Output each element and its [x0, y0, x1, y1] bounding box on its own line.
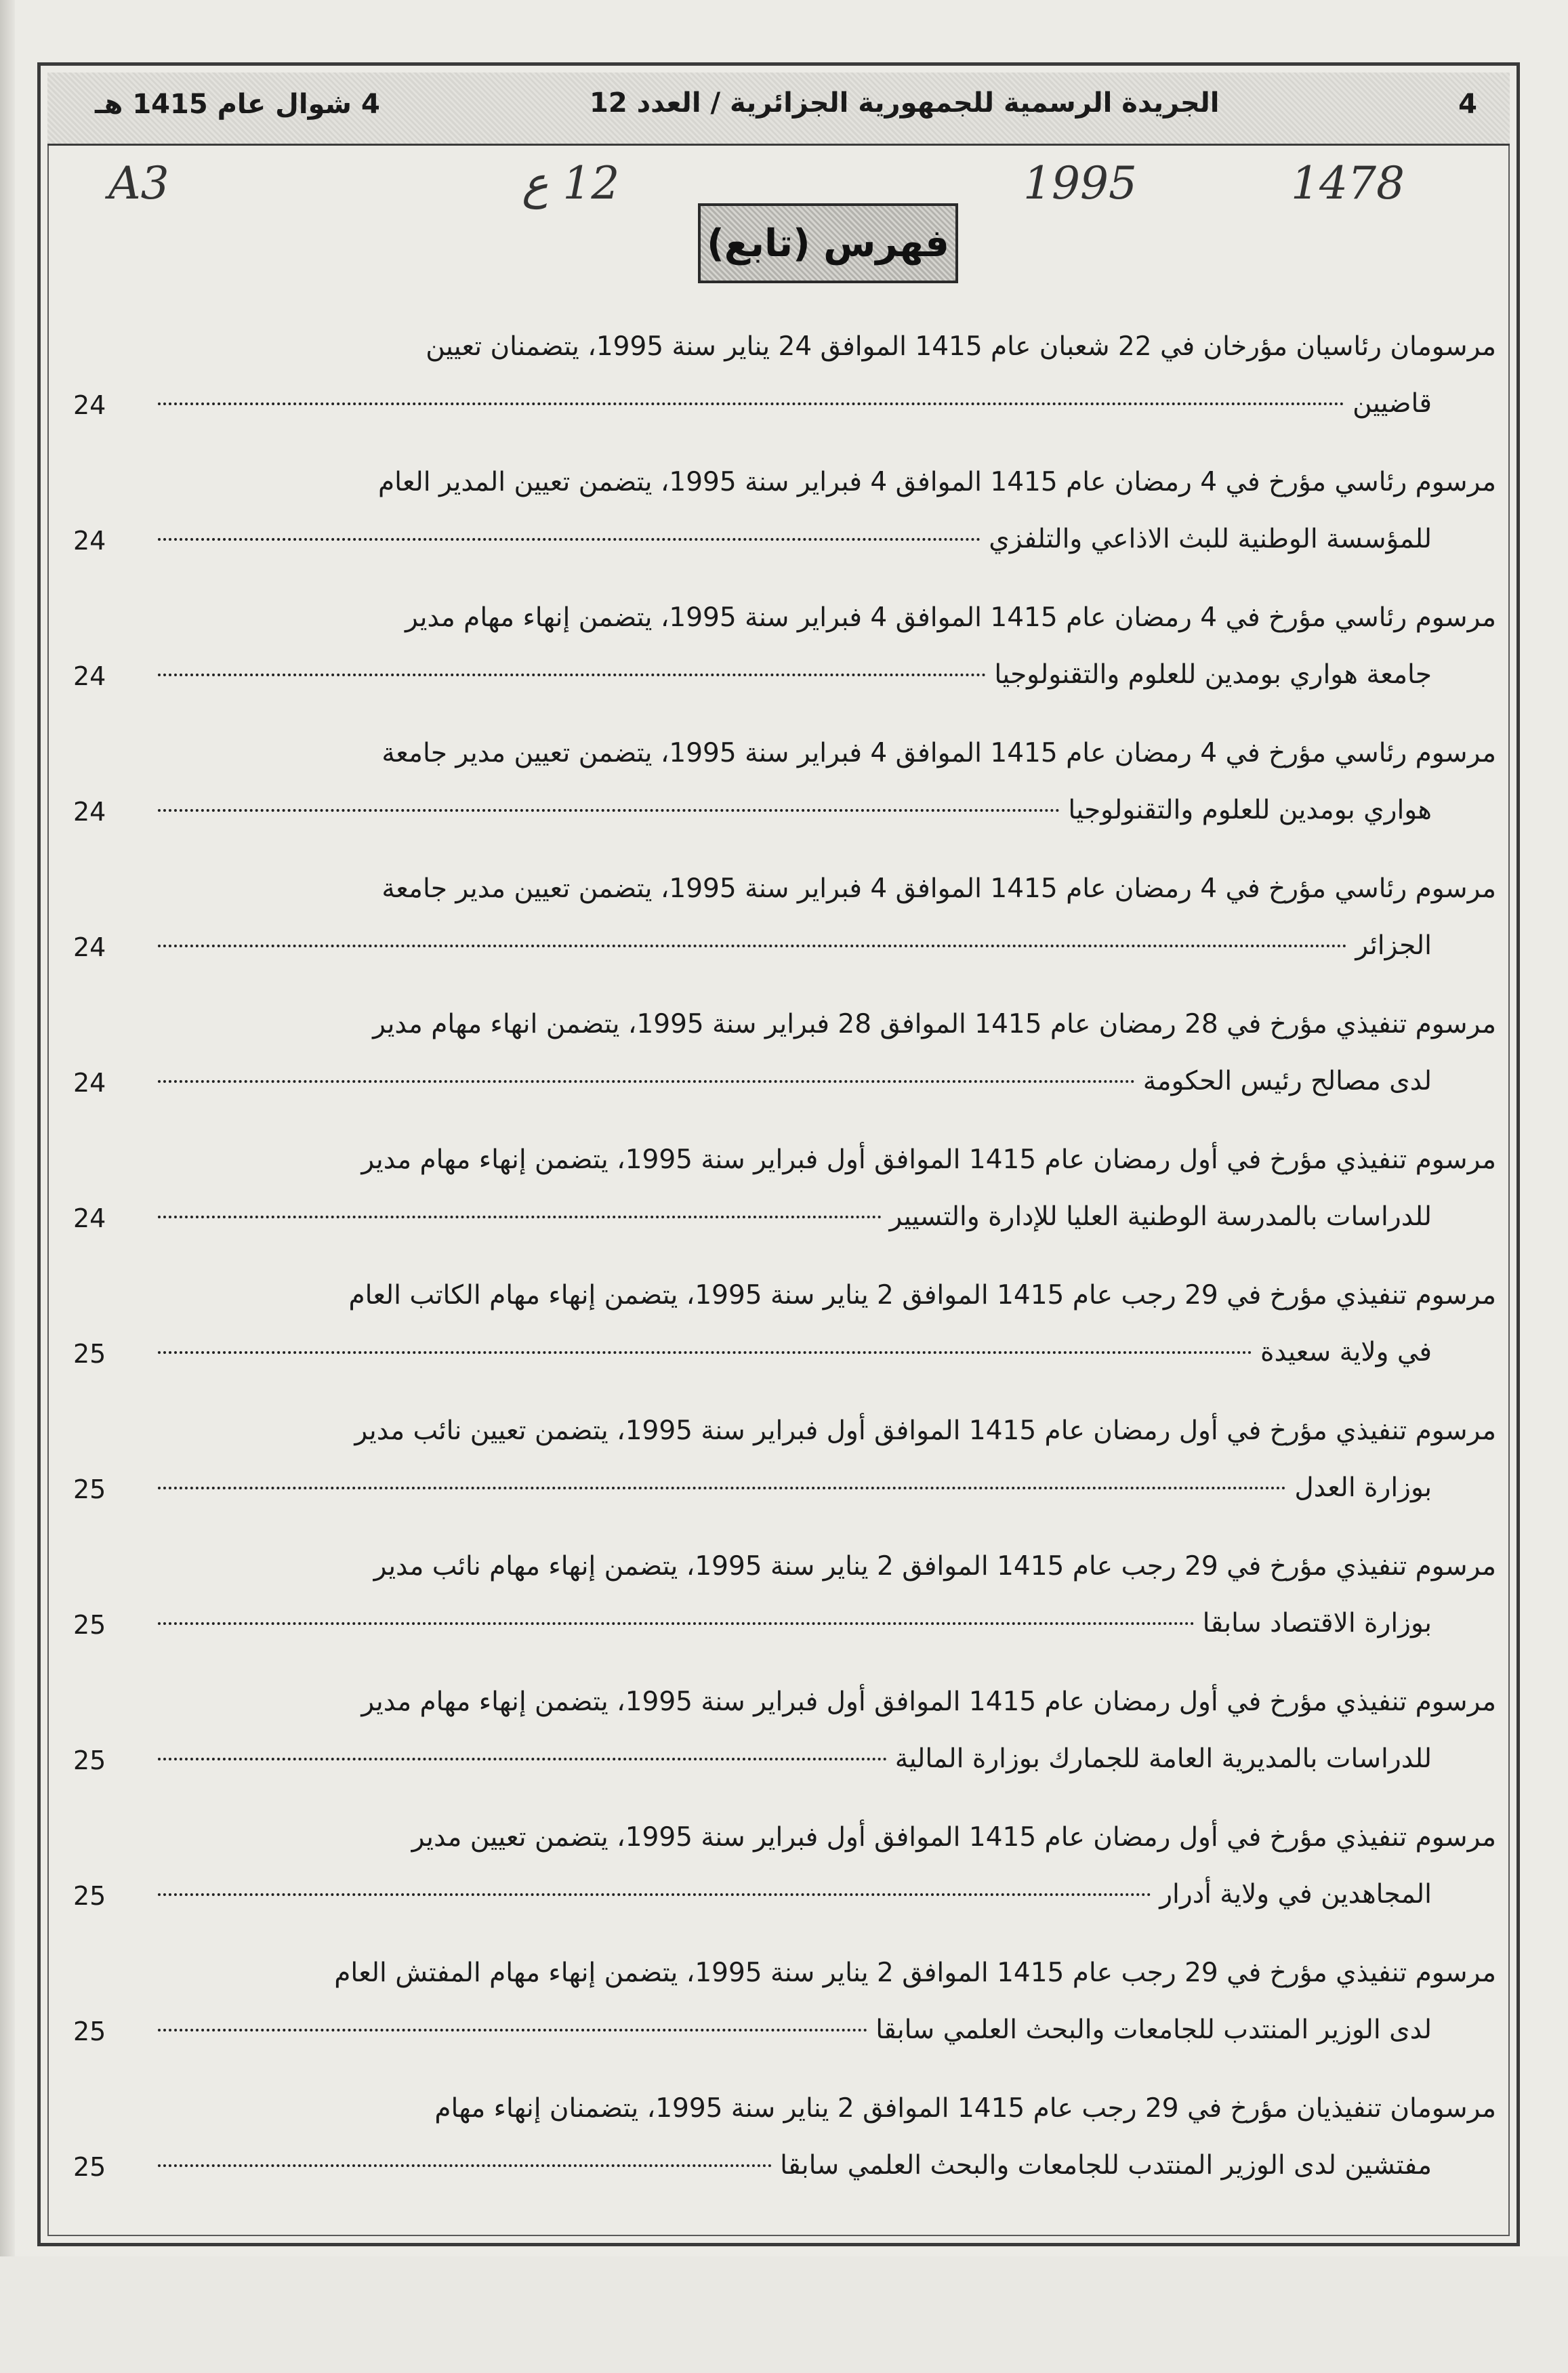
entry-line-2-row	[158, 782, 1496, 839]
entry-page-number: 25	[73, 1610, 106, 1640]
page-spine-shadow	[0, 0, 15, 2373]
dot-leader	[158, 1893, 1151, 1896]
entry-text	[158, 996, 1496, 1110]
dot-leader	[158, 402, 1344, 405]
entry-page-number: 24	[73, 1203, 106, 1233]
entry-line-2-row	[158, 1053, 1496, 1110]
entry-line-1: مرسوم تنفيذي مؤرخ في أول رمضان عام 1415 الموافق أول فبراير سنة 1995، يتضمن إنهاء مهام مدير	[361, 1687, 1496, 1717]
entry-page-number: 25	[73, 1746, 106, 1775]
dot-leader	[158, 1757, 887, 1760]
entry-line-2: هواري بومدين للعلوم والتقنولوجيا	[1068, 795, 1432, 825]
entry-page-number: 24	[73, 797, 106, 827]
handwritten-note-hijri: 1478	[1291, 157, 1405, 209]
header-hijri-date: 4 شوال عام 1415 هـ	[95, 89, 380, 120]
entry-line-2-row	[158, 1460, 1496, 1516]
entry-line-2: في ولاية سعيدة	[1260, 1337, 1432, 1367]
entry-line-2-row	[158, 375, 1496, 432]
entry-text	[158, 1945, 1496, 2059]
entry-line-2: مفتشين لدى الوزير المنتدب للجامعات والبحث العلمي سابقا	[780, 2150, 1432, 2181]
entry-line-1: مرسوم رئاسي مؤرخ في 4 رمضان عام 1415 الموافق 4 فبراير سنة 1995، يتضمن تعيين مدير جامعة	[381, 738, 1496, 768]
entry-page-number: 25	[73, 1881, 106, 1911]
entry-line-2: المجاهدين في ولاية أدرار	[1159, 1879, 1432, 1910]
entry-line-2-row	[158, 2137, 1496, 2194]
index-entry[interactable]	[68, 1403, 1496, 1518]
entry-text	[158, 1674, 1496, 1788]
dot-leader	[158, 537, 981, 541]
entry-page-number: 24	[73, 390, 106, 420]
entry-line-2-row	[158, 1731, 1496, 1788]
index-title: فهرس (تابع)	[707, 221, 949, 266]
journal-header	[47, 73, 1510, 146]
entry-text	[158, 1132, 1496, 1245]
entry-line-2-row	[158, 2002, 1496, 2059]
index-entry[interactable]	[68, 1538, 1496, 1653]
dot-leader	[158, 673, 986, 676]
entry-line-2-row	[158, 1324, 1496, 1381]
entry-page-number: 24	[73, 1068, 106, 1098]
index-title-box	[698, 203, 958, 283]
entry-page-number: 25	[73, 2152, 106, 2182]
dot-leader	[158, 1215, 882, 1218]
index-entry[interactable]	[68, 1945, 1496, 2060]
entry-line-1: مرسوم تنفيذي مؤرخ في أول رمضان عام 1415 الموافق أول فبراير سنة 1995، يتضمن تعيين نائب مدير	[354, 1416, 1496, 1446]
entry-page-number: 24	[73, 661, 106, 691]
entry-text	[158, 861, 1496, 974]
index-entry[interactable]	[68, 1132, 1496, 1247]
entry-line-1: مرسوم تنفيذي مؤرخ في 29 رجب عام 1415 الموافق 2 يناير سنة 1995، يتضمن إنهاء مهام الكاتب العام	[348, 1280, 1496, 1311]
entry-text	[158, 1267, 1496, 1381]
entry-line-2-row	[158, 1595, 1496, 1652]
entry-line-2-row	[158, 511, 1496, 568]
index-entry[interactable]	[68, 2080, 1496, 2195]
dot-leader	[158, 944, 1347, 947]
dot-leader	[158, 808, 1060, 812]
entry-line-2: قاضيين	[1353, 388, 1432, 419]
entry-line-1: مرسوم تنفيذي مؤرخ في 28 رمضان عام 1415 الموافق 28 فبراير سنة 1995، يتضمن انهاء مهام مدير	[373, 1009, 1496, 1039]
entry-line-2: لدى الوزير المنتدب للجامعات والبحث العلمي سابقا	[875, 2015, 1432, 2045]
entry-page-number: 25	[73, 1339, 106, 1369]
dot-leader	[158, 1079, 1135, 1083]
entry-text	[158, 318, 1496, 432]
entry-page-number: 25	[73, 1474, 106, 1504]
entry-line-2: للدراسات بالمدرسة الوطنية العليا للإدارة والتسيير	[889, 1201, 1432, 1232]
entry-line-2: للدراسات بالمديرية العامة للجمارك بوزارة المالية	[894, 1743, 1432, 1774]
entry-page-number: 25	[73, 2017, 106, 2046]
entry-line-1: مرسوم تنفيذي مؤرخ في أول رمضان عام 1415 الموافق أول فبراير سنة 1995، يتضمن إنهاء مهام مدير	[361, 1144, 1496, 1175]
page-bottom-margin	[0, 2256, 1568, 2373]
entry-line-2: جامعة هواري بومدين للعلوم والتقنولوجيا	[994, 659, 1432, 690]
entry-text	[158, 2080, 1496, 2194]
index-entry[interactable]	[68, 1267, 1496, 1382]
entry-line-2: بوزارة العدل	[1294, 1472, 1432, 1503]
entry-line-2-row	[158, 1866, 1496, 1923]
entry-text	[158, 454, 1496, 568]
entry-line-2-row	[158, 917, 1496, 974]
entry-line-2: الجزائر	[1355, 930, 1432, 961]
index-entry[interactable]	[68, 318, 1496, 434]
entry-line-1: مرسوم تنفيذي مؤرخ في 29 رجب عام 1415 الموافق 2 يناير سنة 1995، يتضمن إنهاء مهام المفتش العام	[334, 1958, 1496, 1988]
index-entry[interactable]	[68, 725, 1496, 840]
entry-line-2-row	[158, 646, 1496, 703]
entry-text	[158, 1809, 1496, 1923]
entry-line-1: مرسوم رئاسي مؤرخ في 4 رمضان عام 1415 الموافق 4 فبراير سنة 1995، يتضمن تعيين المدير العام	[378, 467, 1496, 497]
entry-line-2: لدى مصالح رئيس الحكومة	[1142, 1066, 1432, 1096]
entry-line-1: مرسوم تنفيذي مؤرخ في أول رمضان عام 1415 الموافق أول فبراير سنة 1995، يتضمن تعيين مدير	[411, 1822, 1496, 1853]
entry-text	[158, 1403, 1496, 1516]
header-page-number: 4	[1458, 89, 1477, 120]
index-entry[interactable]	[68, 1809, 1496, 1924]
entry-line-1: مرسومان رئاسيان مؤرخان في 22 شعبان عام 1415 الموافق 24 يناير سنة 1995، يتضمنان تعيين	[426, 331, 1496, 362]
index-entry[interactable]	[68, 861, 1496, 976]
index-entry[interactable]	[68, 590, 1496, 705]
entry-line-2: بوزارة الاقتصاد سابقا	[1202, 1608, 1432, 1638]
index-entry[interactable]	[68, 996, 1496, 1111]
dot-leader	[158, 1622, 1195, 1625]
handwritten-note-year: 1995	[1023, 157, 1137, 209]
entry-text	[158, 1538, 1496, 1652]
entry-line-1: مرسوم تنفيذي مؤرخ في 29 رجب عام 1415 الموافق 2 يناير سنة 1995، يتضمن إنهاء مهام نائب مدير	[373, 1551, 1496, 1582]
entry-page-number: 24	[73, 932, 106, 962]
entry-line-1: مرسوم رئاسي مؤرخ في 4 رمضان عام 1415 الموافق 4 فبراير سنة 1995، يتضمن تعيين مدير جامعة	[381, 873, 1496, 904]
header-journal-title: الجريدة الرسمية للجمهورية الجزائرية / العدد 12	[590, 87, 1220, 119]
index-entry[interactable]	[68, 1674, 1496, 1789]
entry-text	[158, 725, 1496, 839]
entry-line-1: مرسومان تنفيذيان مؤرخ في 29 رجب عام 1415 الموافق 2 يناير سنة 1995، يتضمنان إنهاء مهام	[434, 2093, 1496, 2124]
entry-page-number: 24	[73, 526, 106, 556]
index-entry[interactable]	[68, 454, 1496, 569]
handwritten-note-issue: 12 ع	[522, 157, 620, 209]
dot-leader	[158, 2028, 867, 2031]
dot-leader	[158, 1350, 1252, 1354]
dot-leader	[158, 1486, 1286, 1489]
entry-line-2: للمؤسسة الوطنية للبث الاذاعي والتلفزي	[989, 524, 1432, 554]
entry-line-1: مرسوم رئاسي مؤرخ في 4 رمضان عام 1415 الموافق 4 فبراير سنة 1995، يتضمن إنهاء مهام مدير	[405, 602, 1496, 633]
handwritten-note-a3: A3	[108, 157, 169, 209]
entry-text	[158, 590, 1496, 703]
dot-leader	[158, 2164, 772, 2167]
entry-line-2-row	[158, 1189, 1496, 1245]
